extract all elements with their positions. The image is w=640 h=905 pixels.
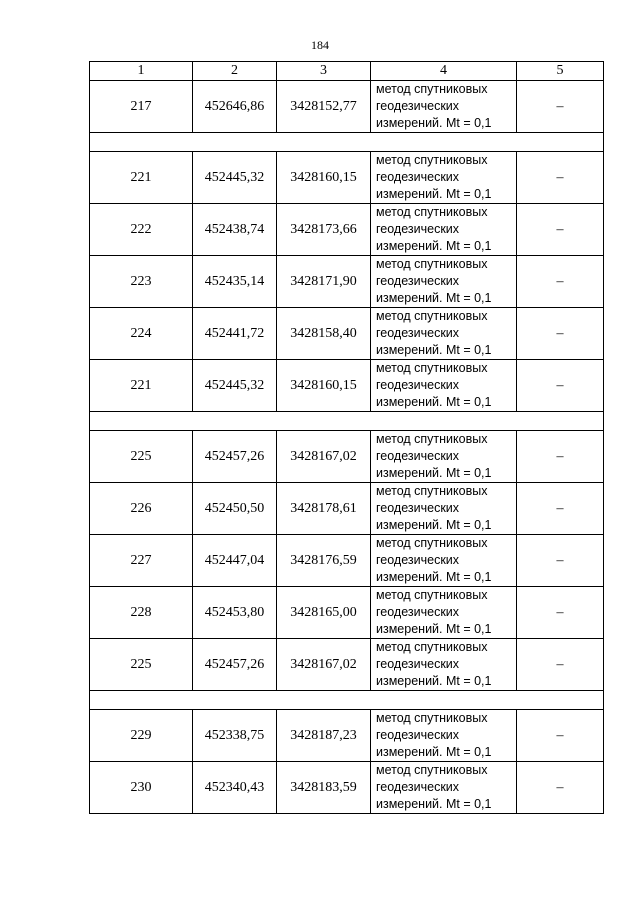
note-cell: – <box>517 308 604 360</box>
y-coordinate-cell: 3428167,02 <box>277 431 371 483</box>
x-coordinate-cell: 452457,26 <box>193 431 277 483</box>
y-coordinate-cell: 3428167,02 <box>277 639 371 691</box>
point-number-cell: 226 <box>90 483 193 535</box>
y-coordinate-cell: 3428183,59 <box>277 762 371 814</box>
point-number-cell: 217 <box>90 81 193 133</box>
table-row <box>90 483 604 535</box>
table-row <box>90 152 604 204</box>
note-cell: – <box>517 762 604 814</box>
header-row <box>90 62 604 81</box>
table-row <box>90 587 604 639</box>
page-number: 184 <box>311 38 329 52</box>
header-cell-2: 2 <box>193 62 277 81</box>
method-cell: метод спутниковых геодезических измерений. Mt = 0,1 <box>371 639 517 691</box>
table-row <box>90 360 604 412</box>
table-row <box>90 535 604 587</box>
x-coordinate-cell: 452438,74 <box>193 204 277 256</box>
x-coordinate-cell: 452445,32 <box>193 152 277 204</box>
method-cell: метод спутниковых геодезических измерений. Mt = 0,1 <box>371 710 517 762</box>
table-row <box>90 639 604 691</box>
method-cell: метод спутниковых геодезических измерений. Mt = 0,1 <box>371 535 517 587</box>
x-coordinate-cell: 452646,86 <box>193 81 277 133</box>
y-coordinate-cell: 3428160,15 <box>277 360 371 412</box>
table-body <box>90 81 604 814</box>
header-cell-4: 4 <box>371 62 517 81</box>
y-coordinate-cell: 3428178,61 <box>277 483 371 535</box>
separator-row <box>90 412 604 431</box>
separator-cell <box>90 691 604 710</box>
point-number-cell: 222 <box>90 204 193 256</box>
separator-row <box>90 133 604 152</box>
y-coordinate-cell: 3428173,66 <box>277 204 371 256</box>
method-cell: метод спутниковых геодезических измерений. Mt = 0,1 <box>371 762 517 814</box>
table-row <box>90 256 604 308</box>
point-number-cell: 225 <box>90 431 193 483</box>
table-row <box>90 762 604 814</box>
header-cell-5: 5 <box>517 62 604 81</box>
method-cell: метод спутниковых геодезических измерений. Mt = 0,1 <box>371 360 517 412</box>
table-row <box>90 710 604 762</box>
point-number-cell: 228 <box>90 587 193 639</box>
table-row <box>90 431 604 483</box>
x-coordinate-cell: 452445,32 <box>193 360 277 412</box>
method-cell: метод спутниковых геодезических измерений. Mt = 0,1 <box>371 204 517 256</box>
x-coordinate-cell: 452447,04 <box>193 535 277 587</box>
coordinates-table <box>89 61 604 814</box>
table-row <box>90 204 604 256</box>
method-cell: метод спутниковых геодезических измерений. Mt = 0,1 <box>371 483 517 535</box>
note-cell: – <box>517 535 604 587</box>
point-number-cell: 227 <box>90 535 193 587</box>
table-row <box>90 81 604 133</box>
x-coordinate-cell: 452340,43 <box>193 762 277 814</box>
point-number-cell: 225 <box>90 639 193 691</box>
y-coordinate-cell: 3428152,77 <box>277 81 371 133</box>
point-number-cell: 223 <box>90 256 193 308</box>
note-cell: – <box>517 152 604 204</box>
note-cell: – <box>517 639 604 691</box>
header-cell-3: 3 <box>277 62 371 81</box>
note-cell: – <box>517 710 604 762</box>
y-coordinate-cell: 3428160,15 <box>277 152 371 204</box>
point-number-cell: 224 <box>90 308 193 360</box>
method-cell: метод спутниковых геодезических измерений. Mt = 0,1 <box>371 256 517 308</box>
method-cell: метод спутниковых геодезических измерений. Mt = 0,1 <box>371 587 517 639</box>
point-number-cell: 221 <box>90 152 193 204</box>
x-coordinate-cell: 452435,14 <box>193 256 277 308</box>
method-cell: метод спутниковых геодезических измерений. Mt = 0,1 <box>371 308 517 360</box>
method-cell: метод спутниковых геодезических измерений. Mt = 0,1 <box>371 81 517 133</box>
point-number-cell: 229 <box>90 710 193 762</box>
separator-cell <box>90 133 604 152</box>
point-number-cell: 230 <box>90 762 193 814</box>
x-coordinate-cell: 452338,75 <box>193 710 277 762</box>
note-cell: – <box>517 81 604 133</box>
table-row <box>90 308 604 360</box>
method-cell: метод спутниковых геодезических измерений. Mt = 0,1 <box>371 152 517 204</box>
note-cell: – <box>517 360 604 412</box>
y-coordinate-cell: 3428165,00 <box>277 587 371 639</box>
note-cell: – <box>517 431 604 483</box>
note-cell: – <box>517 204 604 256</box>
x-coordinate-cell: 452453,80 <box>193 587 277 639</box>
y-coordinate-cell: 3428171,90 <box>277 256 371 308</box>
x-coordinate-cell: 452441,72 <box>193 308 277 360</box>
separator-cell <box>90 412 604 431</box>
point-number-cell: 221 <box>90 360 193 412</box>
x-coordinate-cell: 452457,26 <box>193 639 277 691</box>
table-header <box>90 62 604 81</box>
x-coordinate-cell: 452450,50 <box>193 483 277 535</box>
note-cell: – <box>517 483 604 535</box>
separator-row <box>90 691 604 710</box>
note-cell: – <box>517 256 604 308</box>
y-coordinate-cell: 3428187,23 <box>277 710 371 762</box>
method-cell: метод спутниковых геодезических измерений. Mt = 0,1 <box>371 431 517 483</box>
y-coordinate-cell: 3428158,40 <box>277 308 371 360</box>
y-coordinate-cell: 3428176,59 <box>277 535 371 587</box>
header-cell-1: 1 <box>90 62 193 81</box>
note-cell: – <box>517 587 604 639</box>
